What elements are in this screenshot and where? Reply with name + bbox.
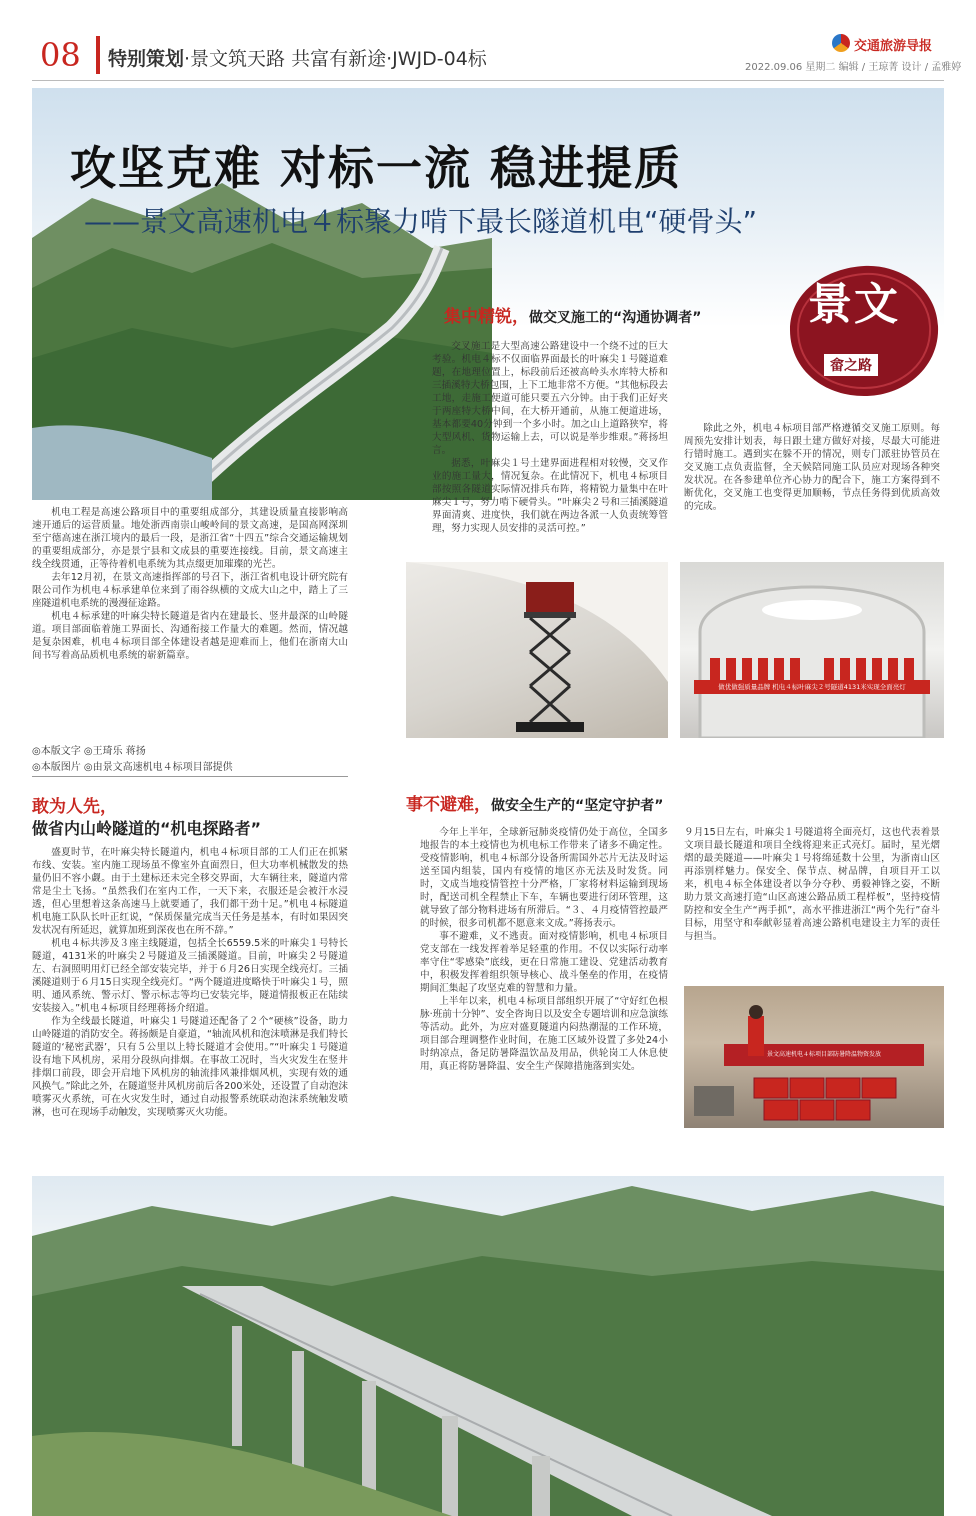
header-divider (96, 36, 100, 74)
seal-subtitle: 畲之路 (824, 354, 878, 376)
section1-p2: 据悉，叶麻尖１号土建界面进程相对较慢，交叉作业的施工量大，情况复杂。在此情况下，机电４标项目部按照各隧道实际情况排兵布阵，将精锐力量集中在叶麻尖１号，努力啃下硬骨头。“叶麻尖２号和三插溪隧道界面清爽、进度快，我们就在两边各派一人负责统筹管理，努力实现人员安排的灵活可控。” (432, 458, 668, 534)
section2-p3: 作为全线最长隧道，叶麻尖１号隧道还配备了２个“硬核”设备，助力山岭隧道的消防安全。蒋扬颇是自豪道，“轴流风机和泡沫喷淋是我们特长隧道的‘秘密武器’，只有５公里以上特长隧道才会使用。”“叶麻尖１号隧道设有地下风机房，采用分段纵向排烟。在事故工况时，当火灾发生在竖井排烟口前段，即会开启地下风机房的轴流排风兼排烟风机，实现有效的通风换气。”除此之外，在隧道竖井风机房前后各200米处，还设置了自动泡沫喷雾灭火系统，可在火灾发生时，通过自动报警系统联动泡沫系统触发喷淋，也可在现场手动触发，实现喷雾灭火功能。 (32, 1016, 348, 1118)
section2-p1: 盛夏时节，在叶麻尖特长隧道内，机电４标项目部的工人们正在抓紧布线、安装。室内施工现场虽不像室外直面烈日，但大功率机械散发的热量仍旧不容小觑。由于土建标还未完全移交界面，大车辆往来，隧道内常常是尘土飞扬。“虽然我们在室内工作，一天下来，衣服还是会被汗水浸透，但心里想着这条高速马上就要通了，我们都干劲十足。”机电４标隧道机电施工队队长叶正红说，“保质保量完成当天任务是基本，有时如果因突发状况有所延迟，就算加班到深夜也在所不辞。” (32, 847, 348, 936)
section1-keyword: 集中精锐， (444, 307, 529, 327)
supply-banner: 景文高速机电４标项目部防暑降温物资发放 (766, 1051, 881, 1058)
section3-col2 (684, 826, 940, 982)
main-title: 攻坚克难 对标一流 稳进提质 (70, 141, 683, 195)
section3-p3: 上半年以来，机电４标项目部组织开展了“守好红色根脉·班前十分钟”、安全咨询日以及安全专题培训和应急演练等活动。此外，为应对盛夏隧道内闷热潮湿的工作环境，项目部合理调整作业时间，在施工区域外设置了多处24小时纳凉点，备足防暑降温饮品及用品，供轮岗工人休息使用，真正将防暑降温、安全生产保障措施落到实处。 (420, 996, 668, 1072)
tunnel-team-illustration (680, 562, 944, 738)
section3-heading (406, 790, 663, 815)
section3-col1 (420, 826, 668, 1146)
section3-keyword: 事不避难， (406, 795, 491, 815)
intro-p2: 去年12月初，在景文高速指挥部的号召下，浙江省机电设计研究院有限公司作为机电４标承建单位来到了雨谷纵横的文成大山之中，踏上了三座隧道机电系统的漫漫征途路。 (32, 572, 348, 609)
section3-p4: ９月15日左右，叶麻尖１号隧道将全面亮灯，这也代表着景文项目最长隧道和项目全线将迎来正式亮灯。届时，星光熠熠的最美隧道——叶麻尖１号将绵延数十公里，为浙南山区再添别样魅力。保安全、保节点、树品牌，自项目开工以来，机电４标全体建设者以争分夺秒、勇毅神锋之姿，不断助力景文高速打造“山区高速公路品质工程样板”，坚持疫情防控和安全生产“两手抓”，高水平推进浙江“两个先行”奋斗目标，用坚守和奉献彰显着高速公路机电建设主力军的责任与担当。 (684, 827, 940, 942)
dateline: 2022.09.06 星期二 编辑 / 王琼菁 设计 / 孟雅婷 (745, 62, 962, 73)
bridge-photo (32, 1176, 944, 1516)
tunnel-lift-photo (406, 562, 668, 738)
team-photo (680, 562, 944, 738)
credit-rule (32, 776, 348, 777)
seal-title: 景文 (808, 279, 900, 330)
section1-p1: 交叉施工是大型高速公路建设中一个绕不过的巨大考验。机电４标不仅面临界面最长的叶麻尖１号隧道难题，在地理位置上，标段前后还被高岭头水库特大桥和三插溪特大桥包围，上下工地非常不方便。“其他标段去工地，走施工便道可能只要五六分钟。由于我们正好夹于两座特大桥中间，在大桥开通前，从施工便道进场，基本都要40分钟到一个多小时。加之山上道路狭窄，将大型风机、货物运输上去，可以说是举步维艰。”蒋扬坦言。 (432, 341, 668, 456)
bridge-landscape-illustration (32, 1176, 944, 1516)
section1-col1 (432, 340, 668, 540)
team-banner: 做优做强质量品牌 机电４标叶麻尖２号隧道4131米实现全面亮灯 (694, 680, 930, 694)
section3-p2: 事不避难，义不逃责。面对疫情影响，机电４标项目党支部在一线发挥着举足轻重的作用。不仅以实际行动率率守住“零感染”底线，更在日常施工建设、党建活动教育中，积极发挥着组织领导核心、战斗堡垒的作用，在疫情期间汇集起了攻坚克难的智慧和力量。 (420, 931, 668, 994)
header-rule (32, 80, 944, 81)
section1-col2 (684, 422, 940, 544)
intro-p3: 机电４标承建的叶麻尖特长隧道是省内在建最长、竖井最深的山岭隧道。项目部面临着施工界面长、沟通衔接工作量大的难题。然而，情况越是复杂困难，机电４标项目部全体建设者越是迎难而上，他们在浙南大山间书写着高品质机电系统的崭新篇章。 (32, 611, 348, 661)
section2-keyword: 敢为人先， (32, 797, 117, 817)
section3-p1: 今年上半年，全球新冠肺炎疫情仍处于高位，全国多地报告的本土疫情也为机电标工作带来了诸多不确定性。受疫情影响，机电４标部分设备所需国外芯片无法及时运送至国内组装，国内有疫情的地区亦无法及时发货。同时，文成当地疫情管控十分严格，厂家将材料运输到现场时，配送司机全程禁止下车，车辆也要进行闭环管理，这就导致了部分物料进场有所滞后。“３、４月疫情管控最严的时候，很多司机都不愿意来文成。”蒋扬表示。 (420, 827, 668, 929)
section1-heading (444, 302, 701, 327)
intro-text (32, 506, 348, 732)
photo-credit: ◎本版图片 ◎由景文高速机电４标项目部提供 (32, 762, 233, 773)
intro-p1: 机电工程是高速公路项目中的重要组成部分，其建设质量直接影响高速开通后的运营质量。地处浙西南崇山峻岭间的景文高速，是国高网深圳至宁德高速在浙江境内的最后一段，是浙江省“十四五”综合交通运输规划的重要组成部分，亦是景宁县和文成县的重要连接线。目前，景文高速主线全线贯通，正等待着机电系统为其点缀更加璀璨的光芒。 (32, 507, 348, 570)
page-number: 08 (40, 36, 81, 74)
section-title (108, 44, 487, 71)
section1-title: 做交叉施工的“沟通协调者” (529, 310, 702, 326)
section-title-rest: ·景文筑天路 共富有新途·JWJD-04标 (184, 48, 487, 70)
section1-p3: 除此之外，机电４标项目部严格遵循交叉施工原则。每周预先安排计划表，每日跟土建方做好对接，尽最大可能进行错时施工。遇到实在躲不开的情况，则专门派驻协管员在交叉施工点负责监督，全天候陪同施工队员应对现场各种突发状况。在各参建单位齐心协力的配合下，施工方案得到不断优化，交叉施工也变得更加顺畅，节点任务得到优质高效的完成。 (684, 423, 940, 512)
supply-photo (684, 986, 944, 1128)
section2-title: 做省内山岭隧道的“机电探路者” (32, 819, 262, 838)
scissor-lift-illustration (406, 562, 668, 738)
section2-text (32, 846, 348, 1206)
brand-name: 交通旅游导报 (854, 39, 933, 54)
text-credit: ◎本版文字 ◎王琦乐 蒋扬 (32, 746, 146, 757)
section3-title: 做安全生产的“坚定守护者” (491, 798, 664, 814)
section2-p2: 机电４标共涉及３座主线隧道，包括全长6559.5米的叶麻尖１号特长隧道，4131米的叶麻尖２号隧道及三插溪隧道。目前，叶麻尖２号隧道左、右洞照明用灯已经全部安装完毕，并于６月26日实现全线亮灯。三插溪隧道则于６月15日实现全线亮灯。“两个隧道进度略快于叶麻尖１号，照明、通风系统、警示灯、警示标志等均已安装完毕，隧道情报板正在陆续安装接入。”机电４标项目经理蒋扬介绍道。 (32, 938, 348, 1014)
sub-title: ——景文高速机电４标聚力啃下最长隧道机电“硬骨头” (84, 205, 758, 238)
brand-logo-icon (832, 34, 850, 52)
section-title-bold: 特别策划 (108, 48, 185, 70)
